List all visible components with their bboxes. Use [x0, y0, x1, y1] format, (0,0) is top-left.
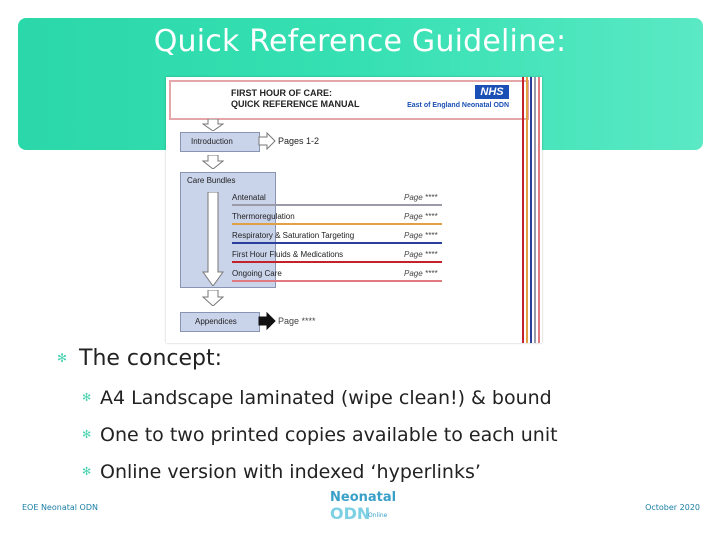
appendices-box[interactable]	[180, 312, 260, 332]
bundle-page: Page ****	[404, 250, 438, 259]
bullet-sub-text: Online version with indexed ‘hyperlinks’	[100, 461, 481, 483]
introduction-label: Introduction	[191, 137, 233, 146]
right-arrow-icon	[258, 132, 276, 150]
color-stripe	[526, 77, 528, 343]
quick-reference-document	[166, 77, 542, 343]
color-stripe	[534, 77, 536, 343]
bullet-main	[57, 346, 222, 371]
bundle-label: Antenatal	[232, 193, 266, 202]
color-stripe	[530, 77, 532, 343]
bundle-page: Page ****	[404, 193, 438, 202]
bundle-line	[232, 242, 442, 244]
bullet-sub-text: One to two printed copies available to each unit	[100, 424, 558, 446]
bundle-label: Respiratory & Saturation Targeting	[232, 231, 355, 240]
color-stripe	[538, 77, 540, 343]
neonatal-odn-logo	[328, 490, 397, 524]
bundle-page: Page ****	[404, 212, 438, 221]
down-arrow-icon	[202, 119, 224, 131]
bullet-star-icon: ✻	[82, 465, 92, 478]
logo-line3: Online	[368, 512, 388, 519]
bullet-sub-text: A4 Landscape laminated (wipe clean!) & bound	[100, 387, 552, 409]
right-arrow-icon	[258, 312, 276, 330]
footer-left: EOE Neonatal ODN	[22, 503, 98, 512]
bundle-label: First Hour Fluids & Medications	[232, 250, 344, 259]
bundle-page: Page ****	[404, 231, 438, 240]
bullet-star-icon: ✻	[82, 391, 92, 404]
bundle-line	[232, 204, 442, 206]
appendices-page: Page ****	[278, 316, 316, 326]
slide-title: Quick Reference Guideline:	[153, 24, 567, 59]
org-name: East of England Neonatal ODN	[407, 102, 509, 109]
down-arrow-icon	[202, 290, 224, 306]
logo-line1: Neonatal	[330, 490, 397, 505]
bullet-star-icon: ✻	[57, 351, 68, 365]
appendices-label: Appendices	[195, 317, 237, 326]
bullet-sub-3	[82, 461, 481, 483]
bullet-sub-1	[82, 387, 552, 409]
introduction-pages: Pages 1-2	[278, 136, 320, 146]
logo-line2: ODN	[330, 504, 371, 523]
bundle-line	[232, 261, 442, 263]
bundle-label: Ongoing Care	[232, 269, 282, 278]
bundle-line	[232, 223, 442, 225]
bullet-sub-2	[82, 424, 558, 446]
doc-header-line2: QUICK REFERENCE MANUAL	[231, 99, 360, 109]
color-stripe	[522, 77, 524, 343]
long-down-arrow-icon	[202, 192, 224, 286]
introduction-box[interactable]	[180, 132, 260, 152]
doc-header-line1: FIRST HOUR OF CARE:	[231, 88, 332, 98]
bundle-label: Thermoregulation	[232, 212, 295, 221]
bullet-main-text: The concept:	[79, 346, 223, 371]
care-bundles-label: Care Bundles	[187, 176, 236, 185]
footer-right: October 2020	[645, 503, 700, 512]
document-header	[169, 80, 529, 120]
bundle-page: Page ****	[404, 269, 438, 278]
bullet-star-icon: ✻	[82, 428, 92, 441]
bundle-line	[232, 280, 442, 282]
nhs-logo: NHS	[475, 85, 509, 99]
down-arrow-icon	[202, 155, 224, 169]
